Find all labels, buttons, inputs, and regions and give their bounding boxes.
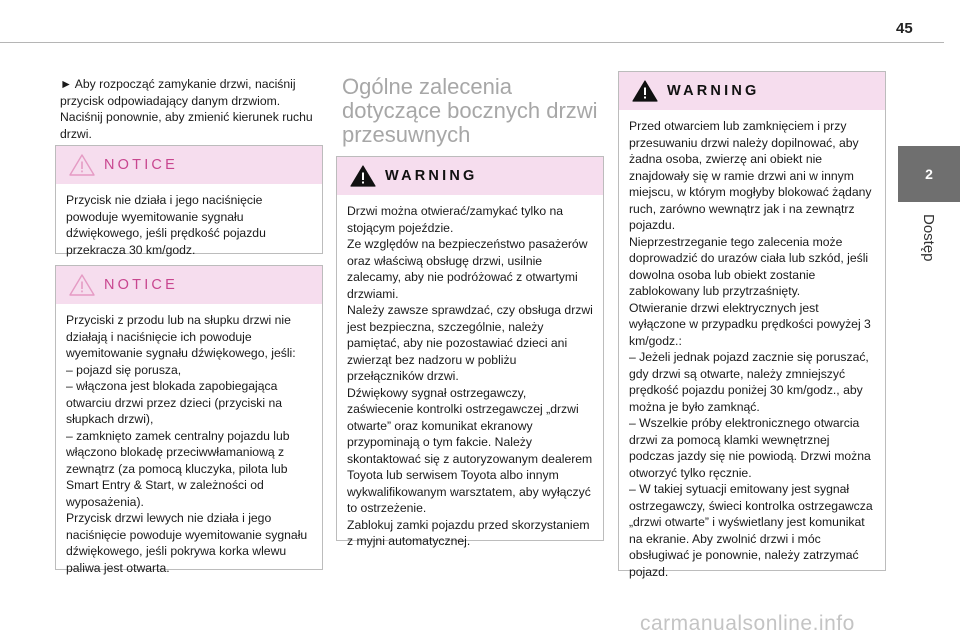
- notice-text-1: Przycisk nie działa i jego naciśnięcie powoduje wyemitowanie sygnału dźwiękowego, jeśli prędkość pojazdu przekracza 30 km/godz.: [66, 193, 266, 257]
- watermark: carmanualsonline.info: [640, 612, 855, 635]
- warning-text-1: Drzwi można otwierać/zamykać tylko na stojącym pojeździe. Ze względów na bezpieczeństwo pasażerów oraz właściwą obsługę drzwi, usilnie zalecamy, aby nie podróżować z otwartymi drzwiami. Należy zawsze sprawdzać, czy obsługa drzwi jest bezpieczna, szczególnie, należy pamiętać, aby nie pozostawiać dzieci ani zwierząt bez nadzoru w pobliżu przełączników drzwi. Dźwiękowy sygnał ostrzegawczy, zaświecenie kontrolki ostrzegawczej „drzwi otwarte” oraz komunikat ekranowy przypominają o tym fakcie. Należy skontaktować się z autoryzowanym dealerem Toyota lub serwisem Toyota albo innym wykwalifikowanym warsztatem, aby wyłączyć to ostrzeżenie. Zablokuj zamki pojazdu przed skorzystaniem z myjni automatycznej.: [347, 204, 593, 548]
- warning-triangle-icon: [631, 79, 659, 103]
- warning-label-1: WARNING: [385, 168, 478, 184]
- notice-header-2: [56, 266, 322, 304]
- notice-box-2: [55, 265, 323, 575]
- chapter-label: Dostęp: [920, 214, 937, 262]
- notice-label-1: NOTICE: [104, 157, 178, 173]
- notice-box-1: [55, 145, 323, 257]
- notice-header-1: [56, 146, 322, 184]
- warning-triangle-icon: [349, 164, 377, 188]
- chapter-tab[interactable]: 2: [898, 146, 960, 202]
- intro-paragraph: [60, 76, 322, 142]
- notice-triangle-icon: [68, 153, 96, 177]
- warning-box-2: [618, 71, 886, 579]
- warning-header-2: [619, 72, 885, 110]
- intro-text: ► Aby rozpocząć zamykanie drzwi, naciśnij przycisk odpowiadający danym drzwiom. Naciśnij ponownie, aby zmienić kierunek ruchu drzwi.: [60, 77, 313, 141]
- notice-triangle-icon: [68, 273, 96, 297]
- warning-label-2: WARNING: [667, 83, 760, 99]
- page-number: 45: [896, 20, 913, 37]
- notice-label-2: NOTICE: [104, 277, 178, 293]
- warning-header-1: [337, 157, 603, 195]
- section-title: Ogólne zalecenia dotyczące bocznych drzwi przesuwnych: [342, 74, 598, 147]
- warning-box-1: [336, 156, 604, 548]
- warning-text-2: Przed otwarciem lub zamknięciem i przy przesuwaniu drzwi należy dopilnować, aby żadna osoba, zwierzę ani obiekt nie znajdowały się w ramie drzwi ani w innym miejscu, w którym mogłyby blokować żądany ruch, zarówno wewnątrz jak i na zewnątrz pojazdu. Nieprzestrzeganie tego zalecenia może doprowadzić do urazów ciała lub szkód, jeśli dowolna osoba lub obiekt zostanie zablokowany lub przytrzaśnięty. Otwieranie drzwi elektrycznych jest wyłączone w przypadku prędkości powyżej 3 km/godz.: – Jeżeli jednak pojazd zacznie się poruszać, gdy drzwi są otwarte, należy zmniejszyć prędkość pojazdu poniżej 30 km/godz., aby można je było zamknąć. – Wszelkie próby elektronicznego otwarcia drzwi za pomocą klamki wewnętrznej podczas jazdy się nie powiodą. Drzwi można otworzyć tylko ręcznie. – W takiej sytuacji emitowany jest sygnał ostrzegawczy, świeci kontrolka ostrzegawcza „drzwi otwarte” i wyświetlany jest komunikat na ekranie. Aby zwolnić drzwi i móc obsługiwać je ponownie, należy zatrzymać pojazd.: [629, 119, 873, 579]
- top-divider: [0, 42, 944, 43]
- notice-text-2: Przyciski z przodu lub na słupku drzwi nie działają i naciśnięcie ich powoduje wyemitowanie sygnału dźwiękowego, jeśli: – pojazd się porusza, – włączona jest blokada zapobiegająca otwarciu drzwi przez dzieci (przyciski na słupkach drzwi), – zamknięto zamek centralny pojazdu lub włączono blokadę przeciwwłamaniową z zewnątrz (za pomocą kluczyka, pilota lub Smart Entry & Start, w zależności od wyposażenia). Przycisk drzwi lewych nie działa i jego naciśnięcie powoduje wyemitowanie sygnału dźwiękowego, jeśli pokrywa korka wlewu paliwa jest otwarta.: [66, 313, 308, 575]
